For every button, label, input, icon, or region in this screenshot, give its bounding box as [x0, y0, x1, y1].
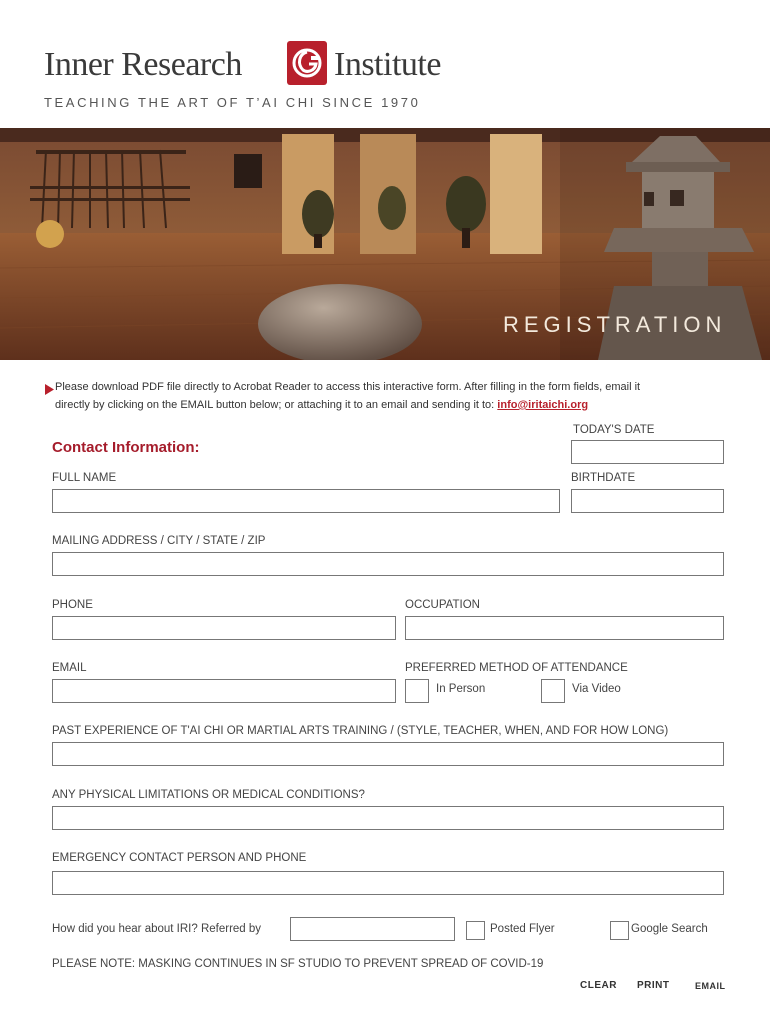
email-button[interactable]: EMAIL [695, 981, 726, 991]
birthdate-field[interactable] [571, 489, 724, 513]
google-search-checkbox[interactable] [610, 921, 629, 940]
occupation-field[interactable] [405, 616, 724, 640]
phone-label: PHONE [52, 599, 93, 611]
phone-field[interactable] [52, 616, 396, 640]
clear-button[interactable]: CLEAR [580, 980, 617, 991]
full-name-field[interactable] [52, 489, 560, 513]
posted-flyer-label: Posted Flyer [490, 923, 555, 935]
mailing-address-label: MAILING ADDRESS / CITY / STATE / ZIP [52, 535, 266, 547]
logo-text-right: Institute [334, 46, 441, 83]
occupation-label: OCCUPATION [405, 599, 480, 611]
print-button[interactable]: PRINT [637, 980, 670, 991]
email-label: EMAIL [52, 662, 87, 674]
section-title: Contact Information: [52, 439, 200, 456]
logo-mark-icon [285, 40, 329, 86]
experience-label: PAST EXPERIENCE OF T'AI CHI OR MARTIAL ARTS TRAINING / (STYLE, TEACHER, WHEN, AND FOR HOW LONG) [52, 725, 669, 737]
intro-line-1: Please download PDF file directly to Acrobat Reader to access this interactive form. After filling in the form fields, email it [55, 381, 641, 393]
arrow-right-icon [45, 382, 54, 400]
intro-text [55, 378, 735, 414]
tagline: TEACHING THE ART OF T’AI CHI SINCE 1970 [44, 95, 421, 110]
attendance-label: PREFERRED METHOD OF ATTENDANCE [405, 662, 628, 674]
google-search-label: Google Search [631, 923, 708, 935]
limitations-field[interactable] [52, 806, 724, 830]
via-video-checkbox[interactable] [541, 679, 565, 703]
referred-by-field[interactable] [290, 917, 455, 941]
todays-date-label: TODAY'S DATE [573, 424, 655, 436]
posted-flyer-checkbox[interactable] [466, 921, 485, 940]
in-person-checkbox[interactable] [405, 679, 429, 703]
email-link[interactable]: info@iritaichi.org [497, 399, 589, 411]
hear-about-label: How did you hear about IRI? Referred by [52, 923, 262, 935]
limitations-label: ANY PHYSICAL LIMITATIONS OR MEDICAL CONDITIONS? [52, 789, 365, 801]
logo-text-left: Inner Research [44, 46, 242, 83]
mailing-address-field[interactable] [52, 552, 724, 576]
todays-date-field[interactable] [571, 440, 724, 464]
emergency-contact-label: EMERGENCY CONTACT PERSON AND PHONE [52, 852, 307, 864]
full-name-label: FULL NAME [52, 472, 117, 484]
experience-field[interactable] [52, 742, 724, 766]
banner-title: REGISTRATION [503, 312, 727, 337]
via-video-label: Via Video [572, 683, 621, 695]
email-field[interactable] [52, 679, 396, 703]
birthdate-label: BIRTHDATE [571, 472, 636, 484]
intro-line-2: directly by clicking on the EMAIL button below; or attaching it to an email and sending it to: [55, 399, 495, 411]
covid-note: PLEASE NOTE: MASKING CONTINUES IN SF STUDIO TO PREVENT SPREAD OF COVID-19 [52, 958, 544, 970]
emergency-contact-field[interactable] [52, 871, 724, 895]
in-person-label: In Person [436, 683, 486, 695]
